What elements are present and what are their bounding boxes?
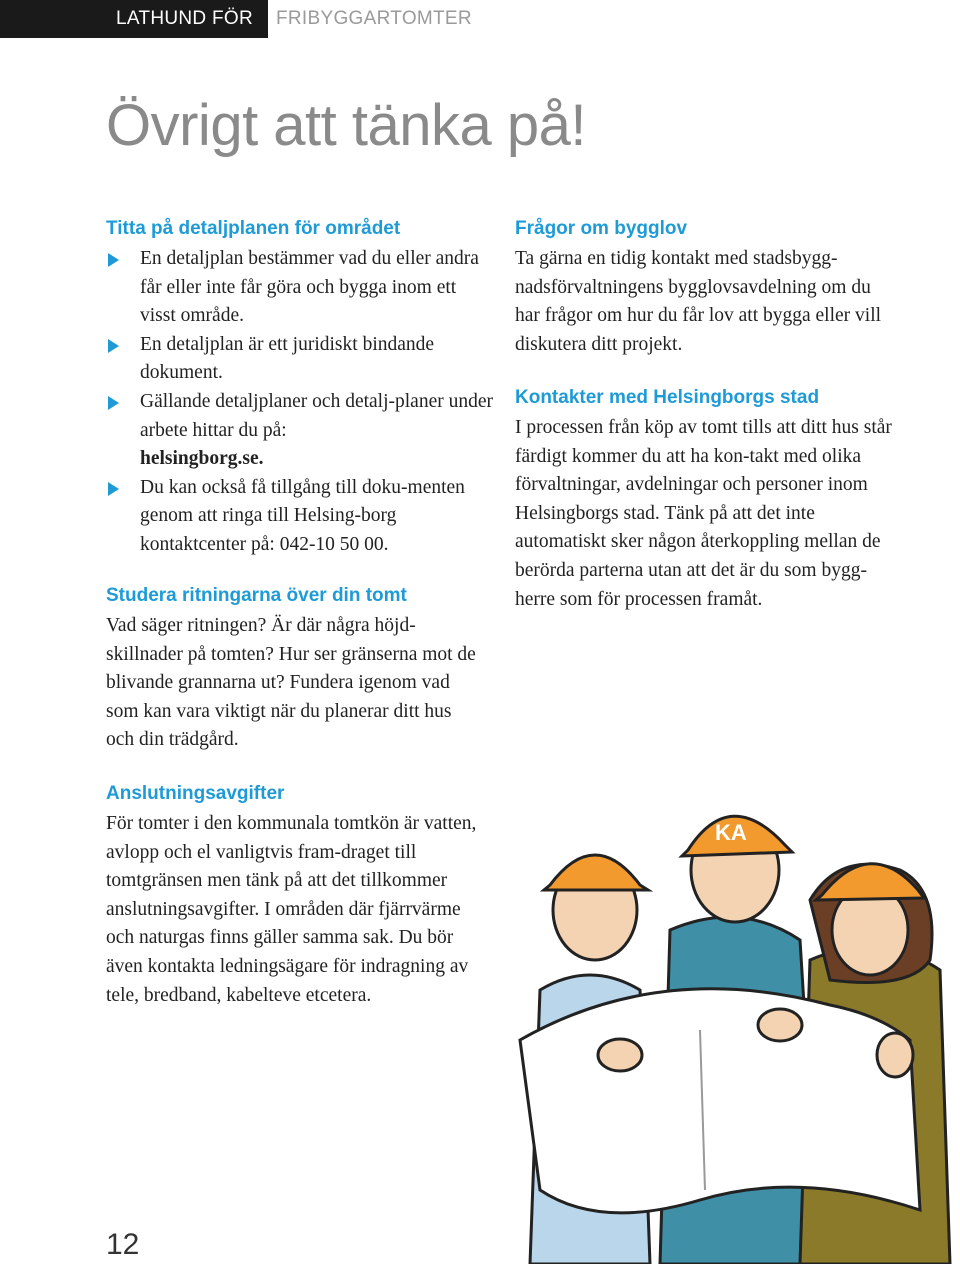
arrow-bullet-icon: [108, 482, 119, 496]
arrow-bullet-icon: [108, 339, 119, 353]
section-kontakter: [515, 384, 895, 614]
arrow-bullet-icon: [108, 396, 119, 410]
section-body: Vad säger ritningen? Är där några höjd-skillnader på tomten? Hur ser gränserna mot de blivande grannarna ut? Fundera igenom vad som kan vara viktigt när du planerar ditt hus och din trädgård.: [106, 615, 476, 751]
section-bygglov: [515, 215, 895, 359]
section-heading: Titta på detaljplanen för området: [106, 218, 401, 239]
website-link[interactable]: helsingborg.se.: [140, 448, 264, 470]
list-item: [106, 388, 496, 474]
header-bar: [0, 0, 960, 38]
list-item-text: En detaljplan bestämmer vad du eller andra får eller inte får göra och bygga inom ett visst område.: [140, 248, 479, 327]
list-item-text: Gällande detaljplaner och detalj-planer under arbete hittar du på:: [140, 390, 493, 441]
section-detaljplan: [106, 215, 496, 560]
page-number: 12: [106, 1228, 140, 1261]
illustration-svg: [500, 790, 960, 1264]
list-item-text: En detaljplan är ett juridiskt bindande dokument.: [140, 333, 435, 384]
section-heading: Anslutningsavgifter: [106, 783, 285, 804]
section-body: Ta gärna en tidig kontakt med stadsbygg-nadsförvaltningens bygglovsavdelning om du har frågor om hur du får lov att bygga eller vill diskutera ditt projekt.: [515, 248, 882, 355]
arrow-bullet-icon: [108, 253, 119, 267]
workers-reading-plan-illustration: [500, 790, 960, 1264]
list-item: [106, 474, 496, 560]
section-ritningar: [106, 582, 476, 755]
header-label-right: FRIBYGGARTOMTER: [276, 8, 472, 29]
detaljplan-list: [106, 245, 496, 560]
list-item-text: Du kan också få tillgång till doku-menten genom att ringa till Helsing-borg kontaktcenter på: 042-10 50 00.: [140, 476, 465, 555]
section-heading: Studera ritningarna över din tomt: [106, 585, 407, 606]
list-item: [106, 245, 496, 331]
section-heading: Kontakter med Helsingborgs stad: [515, 387, 820, 408]
helmet-text: KA: [715, 820, 747, 845]
section-body: I processen från köp av tomt tills att ditt hus står färdigt kommer du att ha kon-takt med olika förvaltningar, avdelningar och personer inom Helsingborgs stad. Tänk på att det inte automatiskt sker någon återkoppling mellan de berörda parterna utan att det är du som bygg-herre som för processen framåt.: [515, 417, 892, 610]
section-heading: Frågor om bygglov: [515, 218, 688, 239]
page-title: Övrigt att tänka på!: [106, 93, 587, 158]
list-item: [106, 331, 496, 388]
section-body: För tomter i den kommunala tomtkön är vatten, avlopp och el vanligtvis fram-draget till tomtgränsen men tänk på att det tillkommer anslutningsavgifter. I områden där fjärrvärme och naturgas finns gäller samma sak. Du bör även kontakta ledningsägare för indragning av tele, bredband, kabelteve etcetera.: [106, 813, 477, 1006]
header-label-left: LATHUND FÖR: [0, 0, 268, 38]
section-anslutning: [106, 780, 481, 1010]
